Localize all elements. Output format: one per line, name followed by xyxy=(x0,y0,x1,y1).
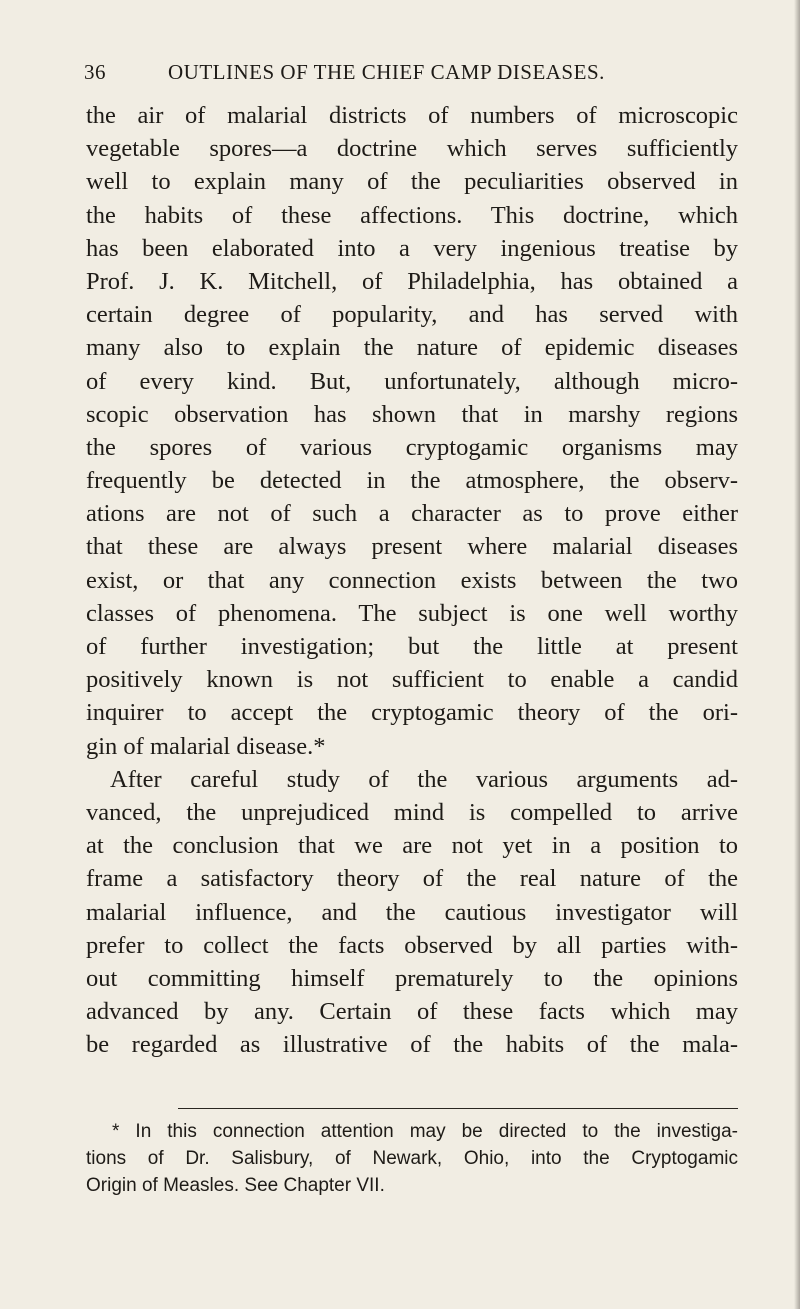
text-line: vanced, the unprejudiced mind is compelled to arrive xyxy=(86,798,738,826)
footnote-line: tions of Dr. Salisbury, of Newark, Ohio, into the Cryptogamic xyxy=(86,1148,738,1169)
text-line: classes of phenomena. The subject is one well worthy xyxy=(86,599,738,627)
text-line: positively known is not sufficient to enable a candid xyxy=(86,666,738,694)
text-line: has been elaborated into a very ingenious treatise by xyxy=(86,234,738,262)
text-line: that these are always present where malarial diseases xyxy=(86,533,738,561)
body-text xyxy=(86,99,738,1061)
text-line: out committing himself prematurely to the opinions xyxy=(86,964,738,992)
footnote xyxy=(86,1118,738,1199)
text-line: vegetable spores—a doctrine which serves sufficiently xyxy=(86,135,738,163)
text-line: frame a satisfactory theory of the real nature of the xyxy=(86,865,738,893)
text-line: scopic observation has shown that in marshy regions xyxy=(86,400,738,428)
text-line: many also to explain the nature of epidemic diseases xyxy=(86,334,738,362)
running-title: OUTLINES OF THE CHIEF CAMP DISEASES. xyxy=(168,60,605,84)
text-line: the spores of various cryptogamic organisms may xyxy=(86,433,738,461)
text-line: the habits of these affections. This doctrine, which xyxy=(86,201,738,229)
running-head xyxy=(84,60,744,92)
text-line: be regarded as illustrative of the habits of the mala- xyxy=(86,1031,738,1059)
page-edge-shadow xyxy=(794,0,800,1309)
footnote-rule xyxy=(178,1108,738,1109)
paragraph-start-line: After careful study of the various arguments ad- xyxy=(110,765,738,793)
text-line: advanced by any. Certain of these facts which may xyxy=(86,998,738,1026)
text-line: the air of malarial districts of numbers of microscopic xyxy=(86,102,738,129)
text-line: Prof. J. K. Mitchell, of Philadelphia, has obtained a xyxy=(86,267,738,295)
text-line: exist, or that any connection exists between the two xyxy=(86,566,738,594)
text-line: certain degree of popularity, and has served with xyxy=(86,301,738,329)
text-line: of further investigation; but the little at present xyxy=(86,633,738,660)
text-line: at the conclusion that we are not yet in a position to xyxy=(86,832,738,860)
text-line: ations are not of such a character as to prove either xyxy=(86,500,738,528)
text-line: malarial influence, and the cautious investigator will xyxy=(86,898,738,926)
text-line: frequently be detected in the atmosphere, the observ- xyxy=(86,467,738,495)
paragraph-end-line: gin of malarial disease.* xyxy=(86,732,326,760)
text-line: prefer to collect the facts observed by all parties with- xyxy=(86,931,738,959)
text-line: inquirer to accept the cryptogamic theory of the ori- xyxy=(86,699,738,727)
text-line: well to explain many of the peculiarities observed in xyxy=(86,168,738,196)
footnote-line: * In this connection attention may be directed to the investiga- xyxy=(112,1121,738,1142)
text-line: of every kind. But, unfortunately, although micro- xyxy=(86,367,738,395)
footnote-line: Origin of Measles. See Chapter VII. xyxy=(86,1175,385,1196)
page-number: 36 xyxy=(84,60,106,84)
